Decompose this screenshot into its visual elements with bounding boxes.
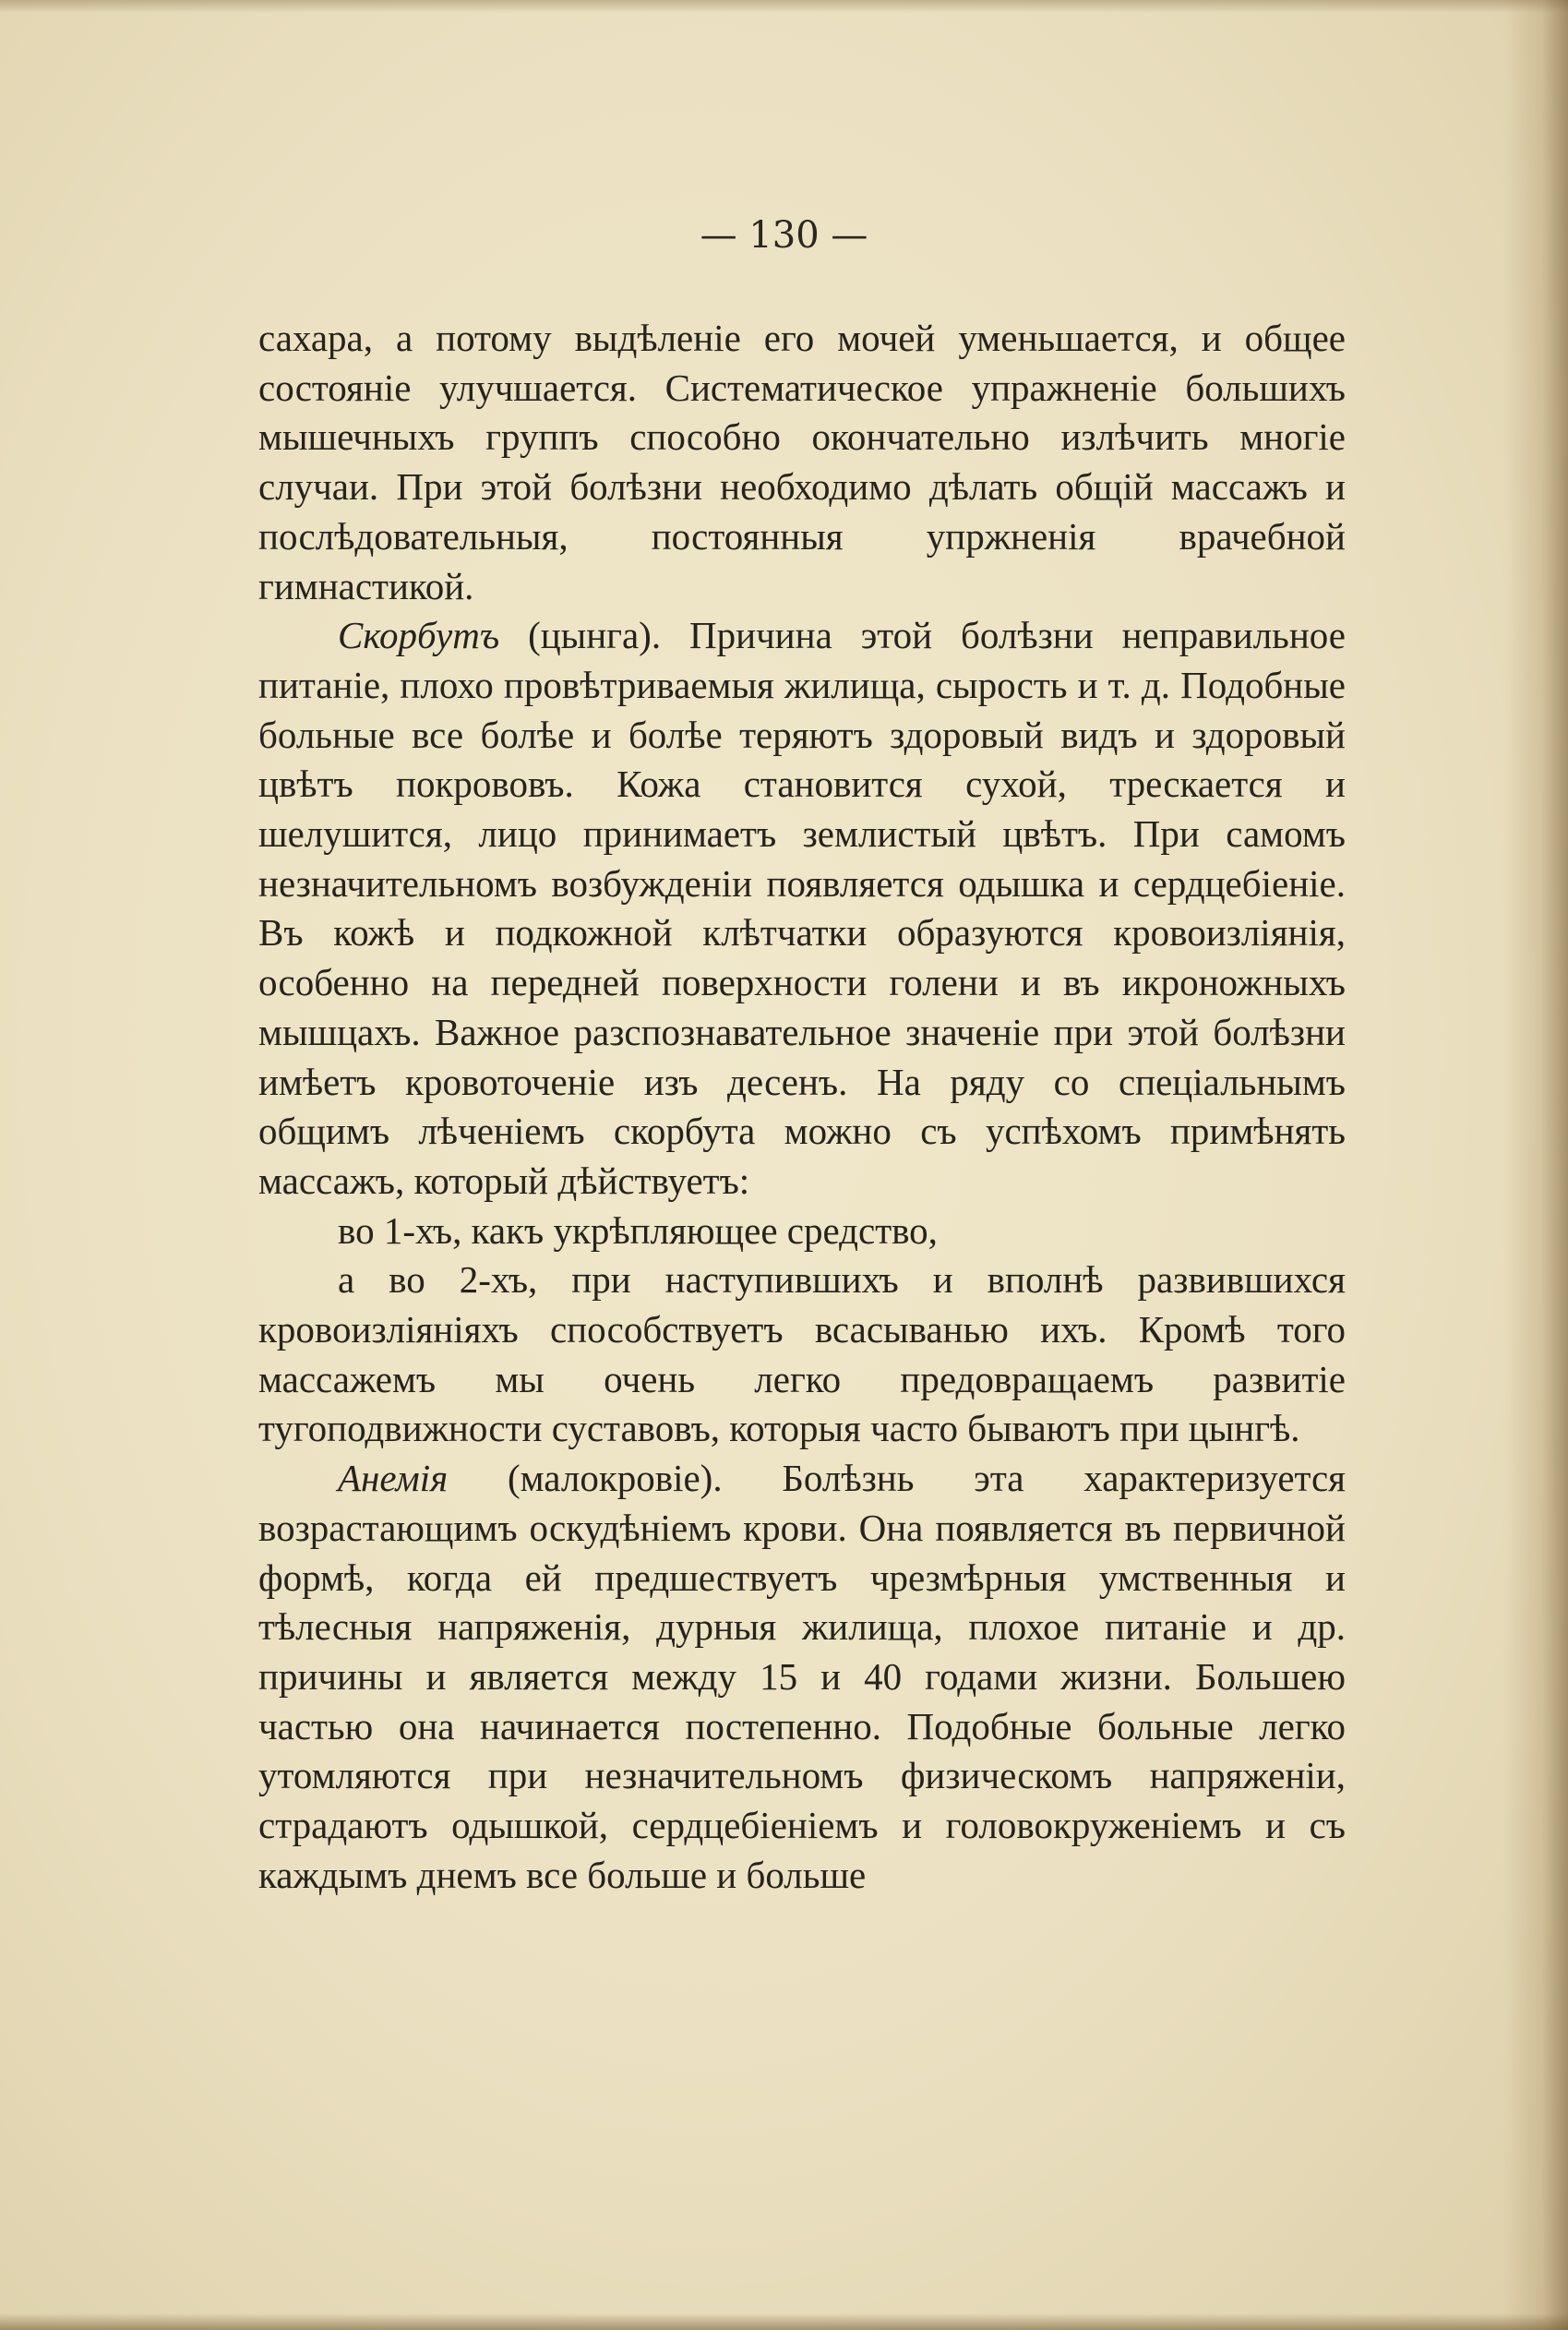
term-scurvy: Скорбутъ [338,614,500,657]
paragraph-scurvy [258,611,1346,1206]
paragraph-text: сахара, а потому выдѣленіе его мочей уменьшается, и общее состояніе улучшается. Систематическое упражненіе большихъ мышечныхъ группъ способно окончательно излѣчить многіе случаи. При этой болѣзни необходимо дѣлать общій массажъ и послѣдовательныя, постоянныя упржненія врачебной гимнастикой. [258,317,1346,607]
paragraph-anemia [258,1454,1346,1900]
paragraph-text: а во 2-хъ, при наступившихъ и вполнѣ развившихся кровоизліяніяхъ способствуетъ всасыванью ихъ. Кромѣ того массажемъ мы очень легко предовращаемъ развитіе тугоподвижности суставовъ, которыя часто бываютъ при цынгѣ. [258,1258,1346,1450]
paragraph-text: (цынга). Причина этой болѣзни неправильное питаніе, плохо провѣтриваемыя жилища, сырость и т. д. Подобные больные все болѣе и болѣе теряютъ здоровый видъ и здоровый цвѣтъ покрововъ. Кожа становится сухой, трескается и шелушится, лицо принимаетъ землистый цвѣтъ. При самомъ незначительномъ возбужденіи появляется одышка и сердцебіеніе. Въ кожѣ и подкожной клѣтчатки образуются кровоизліянія, особенно на передней поверхности голени и въ икроножныхъ мышцахъ. Важное разспознавательное значеніе при этой болѣзни имѣетъ кровоточеніе изъ десенъ. На ряду со спеціальнымъ общимъ лѣченіемъ скорбута можно съ успѣхомъ примѣнять массажъ, который дѣйствуетъ: [258,614,1346,1202]
paragraph-diabetes-end [258,314,1346,611]
paragraph-scurvy-point-1 [258,1207,1346,1256]
page-bottom-shadow [0,2313,1568,2330]
term-anemia: Анемія [338,1457,449,1500]
page-top-shadow [0,0,1568,13]
paragraph-text: (малокровіе). Болѣзнь эта характеризуется возрастающимъ оскудѣніемъ крови. Она появляется въ первичной формѣ, когда ей предшествуетъ чрезмѣрныя умственныя и тѣлесныя напряженія, дурныя жилища, плохое питаніе и др. причины и является между 15 и 40 годами жизни. Большею частью она начинается постепенно. Подобные больные легко утомляются при незначительномъ физическомъ напряженіи, страдаютъ одышкой, сердцебіеніемъ и головокруженіемъ и съ каждымъ днемъ все больше и больше [258,1457,1346,1896]
paragraph-scurvy-point-2 [258,1255,1346,1454]
page-number: — 130 — [700,214,868,257]
paragraph-text: во 1-хъ, какъ укрѣпляющее средство, [338,1208,938,1252]
page-right-shadow [1503,0,1568,2330]
body-text [258,314,1346,1901]
